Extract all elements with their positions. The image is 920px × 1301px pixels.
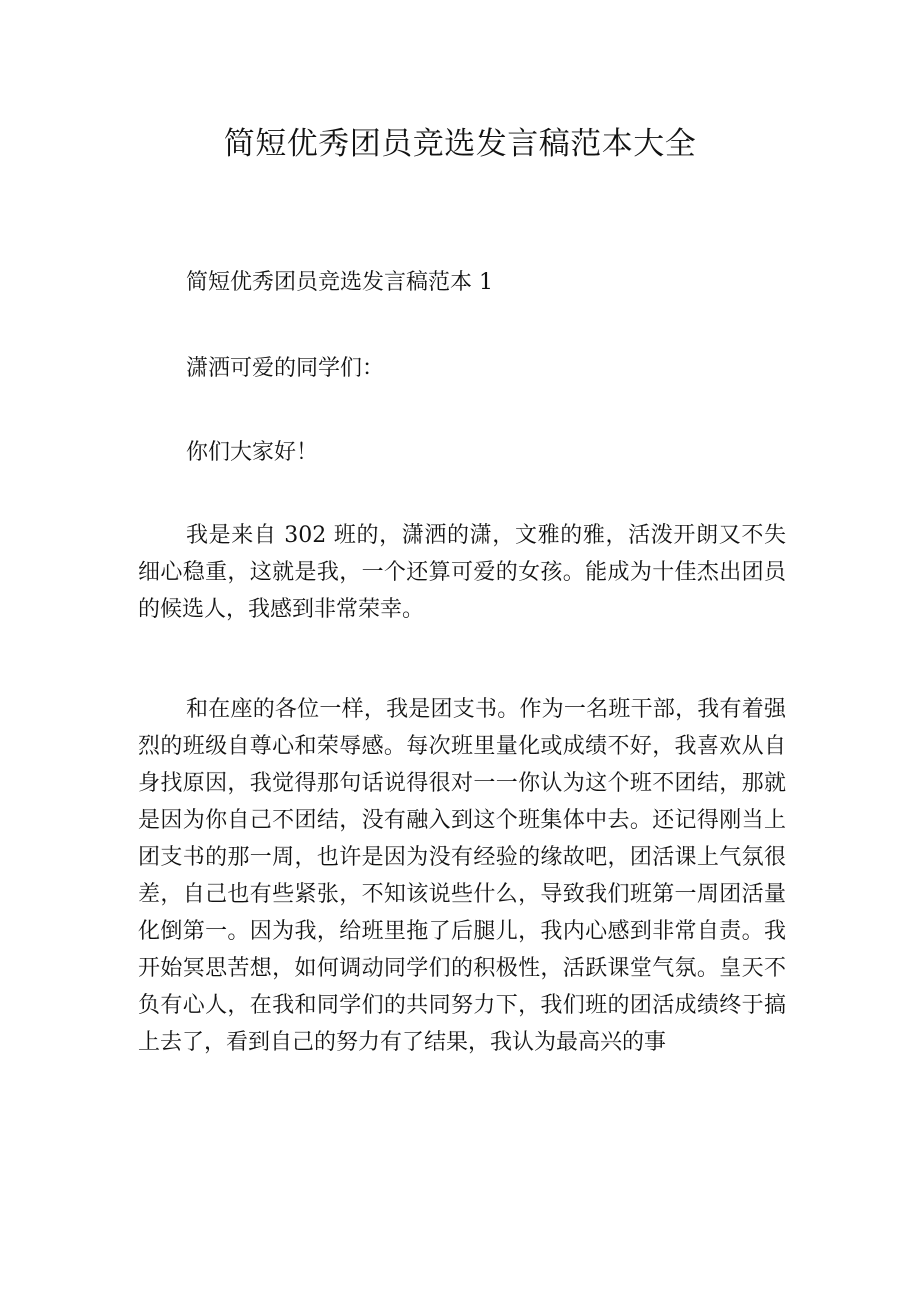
greeting: 你们大家好！ — [186, 440, 319, 465]
paragraph-1: 我是来自 302 班的，潇洒的潇，文雅的雅，活泼开朗又不失细心稳重，这就是我，一个还算可爱的女孩。能成为十佳杰出团员的候选人，我感到非常荣幸。 — [138, 523, 786, 622]
document-title: 简短优秀团员竞选发言稿范本大全 — [223, 126, 697, 162]
section-heading: 简短优秀团员竞选发言稿范本 1 — [186, 270, 493, 295]
paragraph-2: 和在座的各位一样，我是团支书。作为一名班干部，我有着强烈的班级自尊心和荣辱感。每次班里量化或成绩不好，我喜欢从自身找原因，我觉得那句话说得很对一一你认为这个班不团结，那就是因为你自己不团结，没有融入到这个班集体中去。还记得刚当上团支书的那一周，也许是因为没有经验的缘故吧，团活课上气氛很差，自己也有些紧张，不知该说些什么，导致我们班第一周团活量化倒第一。因为我，给班里拖了后腿儿，我内心感到非常自责。我开始冥思苦想，如何调动同学们的积极性，活跃课堂气氛。皇天不负有心人，在我和同学们的共同努力下，我们班的团活成绩终于搞上去了，看到自己的努力有了结果，我认为最高兴的事 — [138, 697, 786, 1055]
salutation: 潇洒可爱的同学们： — [186, 356, 385, 381]
